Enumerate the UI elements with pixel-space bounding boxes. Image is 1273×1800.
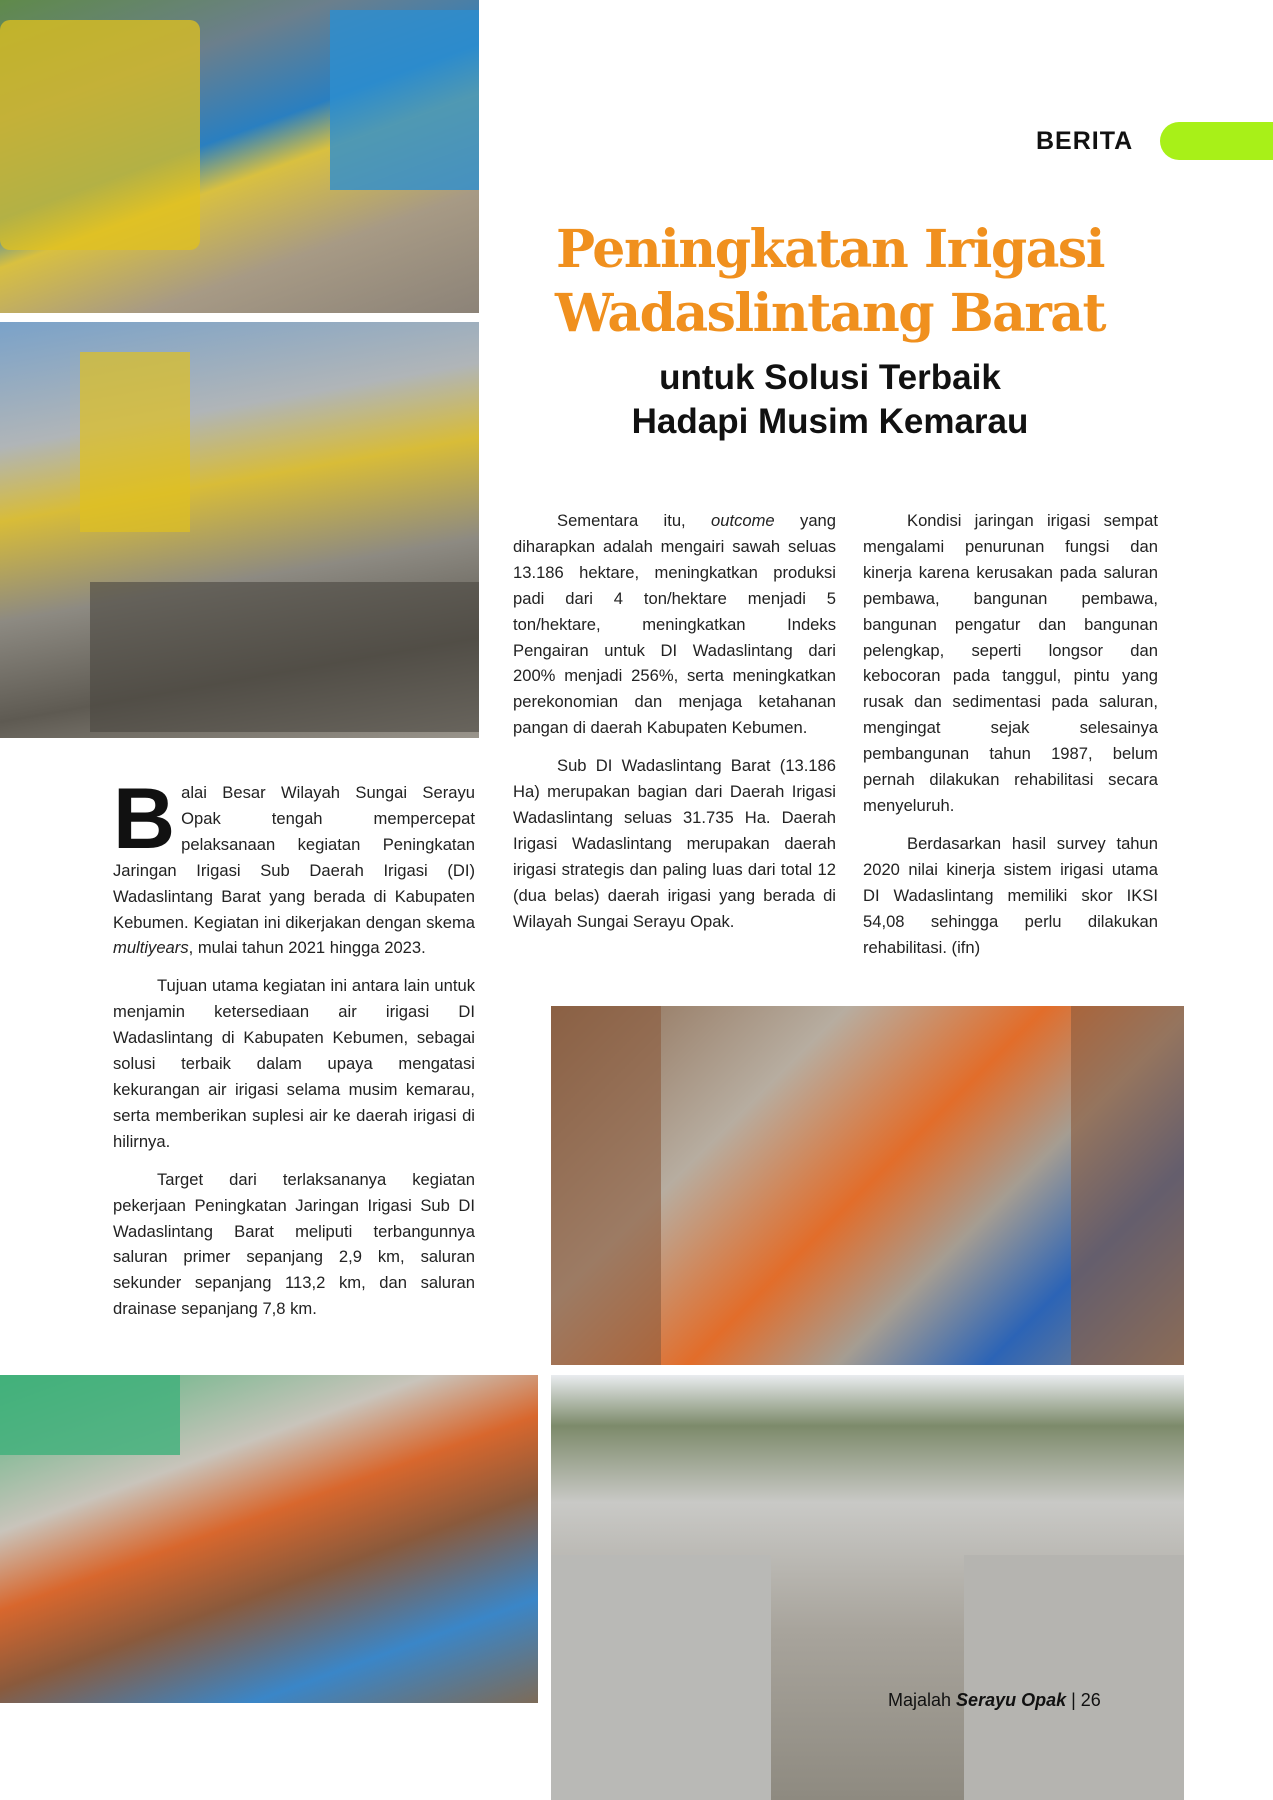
photo-channel-formwork [0, 1375, 538, 1703]
paragraph [513, 508, 836, 741]
pit-shape [90, 582, 479, 732]
title-line: Peningkatan Irigasi [556, 219, 1104, 280]
paragraph [113, 771, 475, 961]
italic-text: multiyears [113, 938, 189, 958]
paragraph: Berdasarkan hasil survey tahun 2020 nilai kinerja sistem irigasi utama DI Wadaslintang memiliki skor IKSI 54,08 sehingga perlu dilakukan rehabilitasi. (ifn) [863, 833, 1158, 957]
page-footer [888, 1690, 1101, 1711]
photo-excavator-site [0, 322, 479, 738]
section-label: BERITA [1036, 127, 1134, 155]
title-line: Wadaslintang Barat [555, 283, 1105, 344]
rebar-wall-shape [551, 1006, 661, 1365]
paragraph: Tujuan utama kegiatan ini antara lain untuk menjamin ketersediaan air irigasi DI Wadaslintang di Kabupaten Kebumen, sebagai solusi terbaik dalam upaya mengatasi kekurangan air irigasi selama musim kemarau, serta memberikan suplesi air ke daerah irigasi di hilirnya. [113, 976, 475, 1151]
green-building-shape [0, 1375, 180, 1455]
text: yang diharapkan adalah mengairi sawah seluas 13.186 hektare, meningkatkan produksi padi dari 4 ton/hektare menjadi 5 ton/hektare, meningkatkan Indeks Pengairan untuk DI Wadaslintang dari 200% menjadi 256%, serta meningkatkan perekonomian dan menjaga ketahanan pangan di daerah Kabupaten Kebumen. [513, 511, 837, 738]
magazine-name: Serayu Opak [956, 1690, 1067, 1710]
paragraph: Sub DI Wadaslintang Barat (13.186 Ha) merupakan bagian dari Daerah Irigasi Wadaslintang seluas 31.735 Ha. Daerah Irigasi Wadaslintang merupakan daerah irigasi strategis dan paling luas dari total 12 (dua belas) daerah irigasi yang berada di Wilayah Sungai Serayu Opak. [513, 756, 836, 931]
excavator-shape [0, 20, 200, 250]
article-title [540, 218, 1120, 346]
subtitle-line: untuk Solusi Terbaik [659, 358, 1001, 397]
column-1 [113, 771, 475, 1334]
article-subtitle [540, 356, 1120, 444]
photo-finished-channel [551, 1375, 1184, 1800]
text: Sementara itu, [557, 511, 712, 530]
blue-building-shape [330, 10, 479, 190]
footer-prefix: Majalah [888, 1690, 957, 1710]
channel-wall-shape [964, 1555, 1184, 1800]
column-3 [863, 508, 1158, 972]
photo-excavator-demolition [0, 0, 479, 313]
channel-wall-shape [551, 1555, 771, 1800]
footer-separator: | [1066, 1690, 1081, 1710]
photo-workers-concrete [551, 1006, 1184, 1365]
paragraph: Target dari terlaksananya kegiatan pekerjaan Peningkatan Jaringan Irigasi Sub DI Wadaslintang Barat meliputi terbangunnya saluran primer sepanjang 2,9 km, saluran sekunder sepanjang 113,2 km, dan saluran drainase sepanjang 7,8 km. [113, 1169, 475, 1319]
subtitle-line: Hadapi Musim Kemarau [631, 402, 1029, 441]
text: alai Besar Wilayah Sungai Serayu Opak tengah mempercepat pelaksanaan kegiatan Peningkatan Jaringan Irigasi Sub Daerah Irigasi (DI) Wadaslintang Barat yang berada di Kabupaten Kebumen. Kegiatan ini dikerjakan dengan skema [113, 783, 475, 932]
rebar-wall-shape [1071, 1006, 1184, 1365]
excavator-shape [80, 352, 190, 532]
column-2 [513, 508, 836, 947]
page-number: 26 [1080, 1690, 1101, 1710]
drop-cap: B [113, 771, 176, 867]
section-accent-pill [1160, 122, 1273, 160]
text: , mulai tahun 2021 hingga 2023. [188, 938, 426, 958]
italic-text: outcome [711, 511, 775, 530]
paragraph: Kondisi jaringan irigasi sempat mengalami penurunan fungsi dan kinerja karena kerusakan pada saluran pembawa, bangunan pembawa, bangunan pengatur dan bangunan pelengkap, seperti longsor dan kebocoran pada tanggul, pintu yang rusak dan sedimentasi pada saluran, mengingat sejak selesainya pembangunan tahun 1987, belum pernah dilakukan rehabilitasi secara menyeluruh. [863, 511, 1158, 815]
